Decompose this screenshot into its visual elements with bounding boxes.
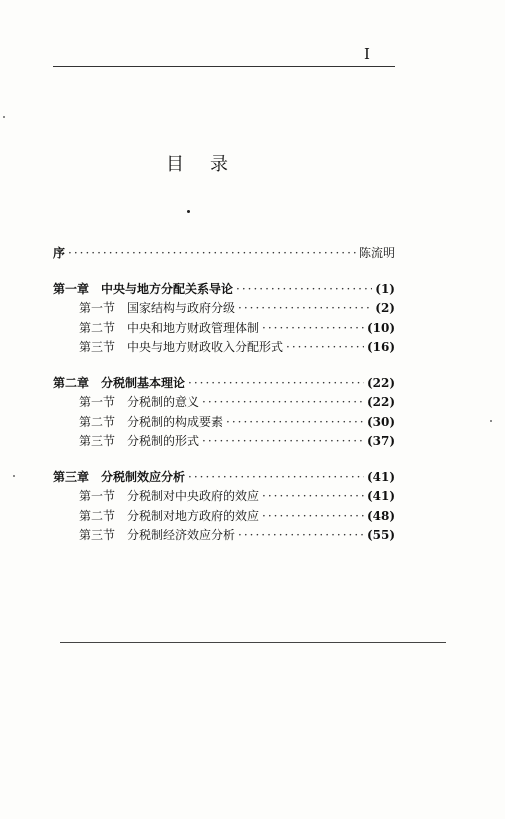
toc-section	[53, 507, 395, 527]
scan-speck	[3, 116, 5, 118]
page-ref: (22)	[366, 395, 395, 409]
section-number: 第一节	[79, 301, 116, 315]
page-number: I	[364, 45, 370, 63]
toc-chapter	[53, 374, 395, 394]
section-title: 分税制经济效应分析	[127, 528, 236, 542]
section-title: 分税制对中央政府的效应	[127, 489, 260, 503]
toc-section	[53, 319, 395, 339]
toc-section	[53, 393, 395, 413]
chapter-number: 第一章	[53, 281, 90, 296]
dot-leader	[202, 395, 364, 409]
dot-leader	[262, 509, 364, 523]
dot-leader	[202, 434, 364, 448]
toc-section	[53, 487, 395, 507]
header-rule	[53, 66, 395, 67]
dot-leader	[238, 301, 372, 315]
page-ref: (1)	[375, 281, 395, 296]
section-number: 第一节	[79, 395, 116, 409]
toc-chapter	[53, 468, 395, 488]
dot-leader	[262, 489, 364, 503]
section-number: 第二节	[79, 508, 116, 523]
page-ref: (37)	[366, 434, 395, 448]
page-ref: (16)	[366, 340, 395, 354]
scan-speck	[490, 420, 492, 422]
decorative-dot	[187, 210, 190, 213]
section-number: 第三节	[79, 528, 116, 542]
page-ref: (41)	[366, 469, 395, 484]
page-ref: (22)	[366, 375, 395, 390]
section-title: 分税制的形式	[127, 434, 200, 448]
section-number: 第一节	[79, 489, 116, 503]
chapter-title: 分税制效应分析	[101, 469, 186, 484]
section-number: 第三节	[79, 434, 116, 448]
page-ref: (30)	[366, 414, 395, 429]
toc-section	[53, 338, 395, 358]
page-ref: (48)	[366, 508, 395, 523]
chapter-title: 中央与地方分配关系导论	[101, 281, 234, 296]
dot-leader	[188, 470, 364, 484]
preface-author: 陈流明	[358, 246, 395, 260]
section-title: 中央与地方财政收入分配形式	[127, 340, 284, 354]
toc-section	[53, 432, 395, 452]
page-ref: (55)	[366, 528, 395, 542]
section-number: 第二节	[79, 414, 116, 429]
dot-leader	[226, 415, 364, 429]
toc-chapter	[53, 280, 395, 300]
section-number: 第三节	[79, 340, 116, 354]
chapter-title: 分税制基本理论	[101, 375, 186, 390]
chapter-number: 第二章	[53, 375, 90, 390]
section-number: 第二节	[79, 320, 116, 335]
dot-leader	[188, 376, 364, 390]
section-title: 中央和地方财政管理体制	[127, 320, 260, 335]
table-of-contents	[53, 244, 395, 546]
chapter-number: 第三章	[53, 469, 90, 484]
dot-leader	[238, 528, 364, 542]
dot-leader	[236, 282, 372, 296]
toc-preface	[53, 244, 395, 264]
dot-leader	[68, 246, 356, 260]
page-ref: (41)	[366, 489, 395, 503]
section-title: 分税制的构成要素	[127, 414, 224, 429]
dot-leader	[262, 321, 364, 335]
preface-label: 序	[53, 246, 66, 260]
page-title: 目录	[166, 154, 254, 175]
section-title: 分税制对地方政府的效应	[127, 508, 260, 523]
toc-section	[53, 299, 395, 319]
scan-speck	[13, 475, 15, 477]
dot-leader	[286, 340, 364, 354]
footer-rule	[60, 642, 446, 643]
page-ref: (2)	[375, 301, 395, 315]
page-ref: (10)	[366, 320, 395, 335]
section-title: 国家结构与政府分级	[127, 301, 236, 315]
toc-section	[53, 526, 395, 546]
section-title: 分税制的意义	[127, 395, 200, 409]
toc-section	[53, 413, 395, 433]
